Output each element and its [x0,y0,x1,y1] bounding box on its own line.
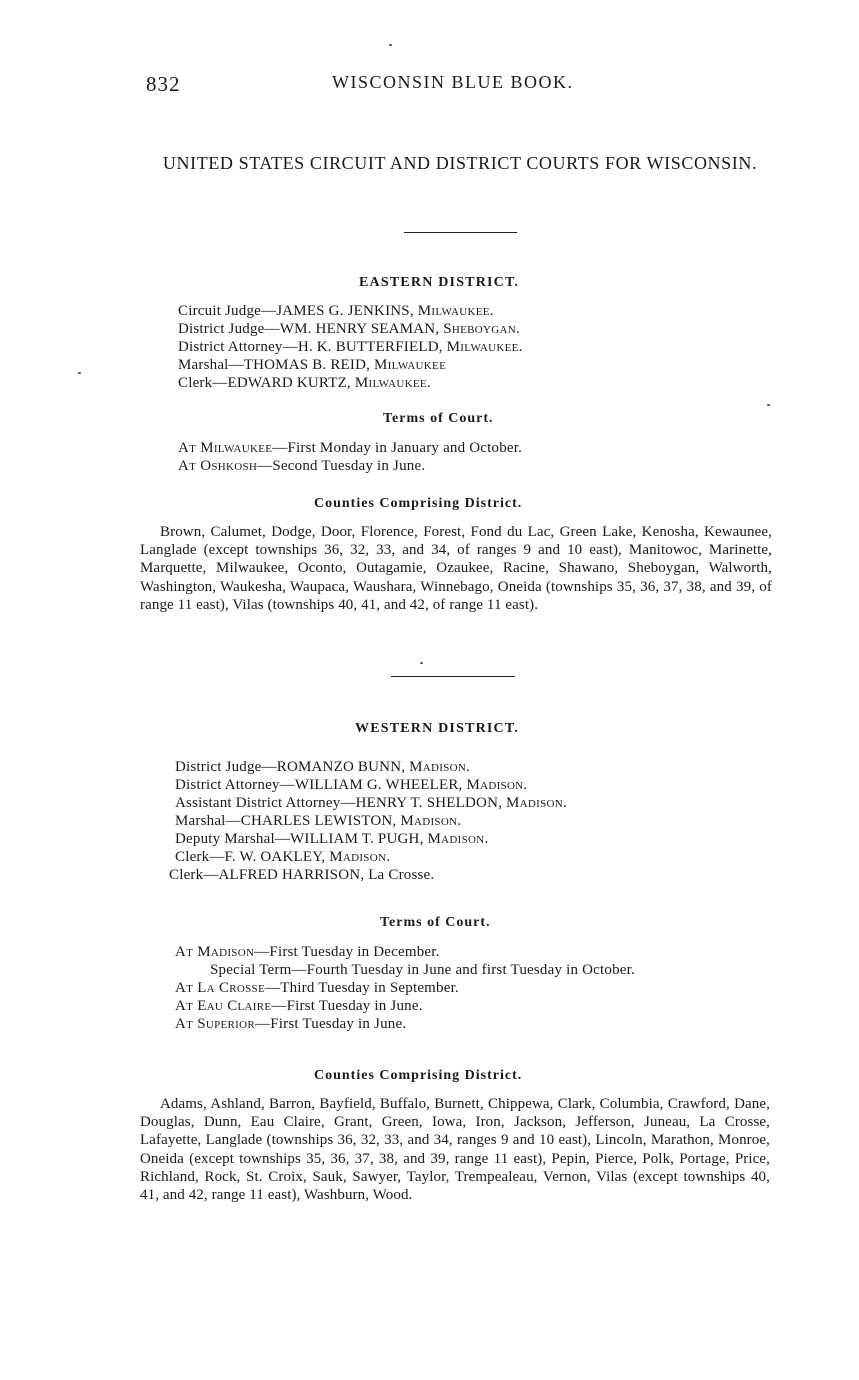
scan-speck [767,404,770,406]
term-line [178,439,522,457]
officer-place: Madison. [409,759,471,775]
term-place: At Superior [175,1016,256,1032]
officer-role: Marshal—CHARLES LEWISTON, [175,813,401,829]
term-place: At Madison [175,944,255,960]
term-line [175,943,440,961]
officer-line [178,320,520,338]
officer-line [175,776,527,794]
officer-role: District Judge—ROMANZO BUNN, [175,759,410,775]
term-text: —First Tuesday in June. [271,998,423,1014]
officer-place: Milwaukee. [417,303,494,319]
officer-role: Marshal—THOMAS B. REID, [178,357,375,373]
term-line [178,457,425,475]
western-district-heading: WESTERN DISTRICT. [355,721,520,736]
page-number: 832 [146,72,181,96]
page-title: UNITED STATES CIRCUIT AND DISTRICT COURTS FOR WISCONSIN. [162,153,758,173]
officer-line [169,866,434,884]
officer-role: Clerk—ALFRED HARRISON, La Crosse. [169,867,435,883]
officer-line [175,794,567,812]
officer-place: Sheboygan. [443,321,521,337]
section-divider [391,676,515,677]
officer-place: Madison. [466,777,528,793]
officer-line [175,758,470,776]
officer-role: District Judge—WM. HENRY SEAMAN, [178,321,444,337]
term-place: At Eau Claire [175,998,272,1014]
title-divider [404,232,517,233]
term-text: —Second Tuesday in June. [257,458,426,474]
officer-line [178,302,494,320]
officer-place: Madison. [329,849,391,865]
eastern-district-heading: EASTERN DISTRICT. [359,275,520,290]
eastern-counties-paragraph: Brown, Calumet, Dodge, Door, Florence, Forest, Fond du Lac, Green Lake, Kenosha, Kewaunee, Langlade (except townships 36, 32, 33, and 34, of ranges 9 and 10 east), Manitowoc, Marinette, Marquette, Milwaukee, Oconto, Outagamie, Ozaukee, Racine, Shawano, Sheboygan, Walworth, Washington, Waukesha, Waupaca, Waushara, Winnebago, Oneida (townships 35, 36, 37, 38, and 39, of range 11 east), Vilas (townships 40, 41, and 42, of range 11 east). [140,524,772,613]
officer-place: Milwaukee. [446,339,523,355]
eastern-counties-heading: Counties Comprising District. [314,496,523,511]
officer-line [178,356,446,374]
officer-line [178,338,523,356]
term-line [175,1015,406,1033]
officer-role: District Attorney—H. K. BUTTERFIELD, [178,339,447,355]
term-line [175,979,459,997]
western-terms-heading: Terms of Court. [380,915,491,930]
officer-role: District Attorney—WILLIAM G. WHEELER, [175,777,467,793]
scan-speck [78,372,81,374]
term-place: At Oshkosh [178,458,258,474]
term-text: —First Tuesday in December. [254,944,440,960]
term-line [175,997,423,1015]
officer-role: Clerk—EDWARD KURTZ, [178,375,355,391]
officer-role: Circuit Judge—JAMES G. JENKINS, [178,303,418,319]
running-title: WISCONSIN BLUE BOOK. [332,72,574,92]
term-place: At Milwaukee [178,440,273,456]
eastern-terms-heading: Terms of Court. [383,411,494,426]
officer-place: Madison. [400,813,462,829]
western-counties-paragraph: Adams, Ashland, Barron, Bayfield, Buffalo, Burnett, Chippewa, Clark, Columbia, Crawford, Dane, Douglas, Dunn, Eau Claire, Grant, Green, Iowa, Iron, Jackson, Jefferson, Juneau, La Crosse, Lafayette, Langlade (townships 36, 32, 33, and 34, ranges 9 and 10 east), Lincoln, Marathon, Monroe, Oneida (except townships 35, 36, 37, 38, and 39, range 11 east), Pepin, Pierce, Polk, Portage, Price, Richland, Rock, St. Croix, Sauk, Sawyer, Taylor, Trempealeau, Vernon, Vilas (except townships 40, 41, and 42, range 11 east), Washburn, Wood. [140,1096,770,1204]
officer-line [175,848,390,866]
term-text: —First Tuesday in June. [255,1016,407,1032]
officer-place: Milwaukee. [354,375,431,391]
term-text: —Third Tuesday in September. [265,980,459,996]
officer-place: Milwaukee [374,357,447,373]
scan-speck [420,662,423,664]
officer-place: Madison. [427,831,489,847]
officer-line [178,374,431,392]
term-line [210,961,635,979]
officer-role: Deputy Marshal—WILLIAM T. PUGH, [175,831,428,847]
officer-place: Madison. [506,795,568,811]
term-place: At La Crosse [175,980,265,996]
officer-role: Assistant District Attorney—HENRY T. SHELDON, [175,795,506,811]
term-text: Special Term—Fourth Tuesday in June and first Tuesday in October. [210,962,635,978]
term-text: —First Monday in January and October. [272,440,523,456]
officer-line [175,830,489,848]
officer-role: Clerk—F. W. OAKLEY, [175,849,330,865]
scan-speck [389,44,392,46]
western-counties-heading: Counties Comprising District. [314,1068,523,1083]
officer-line [175,812,461,830]
